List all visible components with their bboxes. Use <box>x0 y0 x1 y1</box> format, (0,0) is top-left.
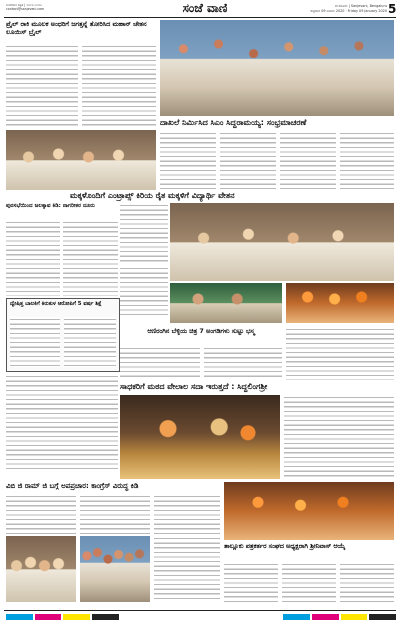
header-date-line-2: ಶುಕ್ರವಾರ 09 ಜನವರಿ 2020 · Friday 09 January 2020 <box>310 8 387 13</box>
yellow-swatch <box>63 614 90 620</box>
article-2-body-col-4 <box>340 131 394 189</box>
left-column-body <box>6 374 118 472</box>
cyan-swatch-2 <box>283 614 310 620</box>
header-line-2: contact@sanjevani.com <box>6 7 45 11</box>
masthead-title: ಸಂಜೆ ವಾಣಿ <box>182 1 228 15</box>
article-7-body <box>284 395 394 479</box>
students-photo <box>170 203 394 281</box>
black-swatch-2 <box>369 614 396 620</box>
award-stage-photo <box>120 395 280 479</box>
article-1-photo <box>6 130 156 190</box>
event-photo <box>286 283 394 323</box>
article-6-body-col-1 <box>120 346 200 380</box>
article-7-headline: ಸಾಧಕರಿಗೆ ಮಠದ ವೇಲಾಲ ಸದಾ ಇರುತ್ತದೆ : ಸಿದ್ದಲಿಂಗಶ್ರೀ <box>120 382 268 391</box>
header-contact <box>6 3 44 11</box>
black-swatch <box>92 614 119 620</box>
article-8-photo-1 <box>6 536 76 602</box>
article-5-body-col-2 <box>64 317 116 367</box>
magenta-swatch-2 <box>312 614 339 620</box>
article-9-body-col-2 <box>282 562 336 602</box>
article-4-headline: ಪುರಸಭೆಯಿಂದ ಜಲಕ್ಕಾವ ಕಿಡಿ: ನಾಗರೀಕರ ದೂರು <box>6 203 95 209</box>
article-1-headline: ಪ್ರೈಲ್ ರಾಕಿ ಮೂಲಕ ಅಂಧರಿಗೆ ಜಗತ್ತನ್ನೆ ತೋರಿಸಿದ ಮಹಾನ್ ಚೇತನ ಲೂಯಿಸ್ ಬ್ರೈಲ್ <box>6 20 147 36</box>
article-5-headline: ದ್ವೇಷಿತ್ತ ಬಾಲಕಿಗೆ ಕಿರುಕುಳ ಆರೋಪಿಗೆ 5 ವರ್ಷ ಶಿಕ್ಷೆ <box>10 301 102 307</box>
ceremony-photo <box>170 283 282 323</box>
article-2-body-col-1 <box>160 131 216 189</box>
article-3-body-col-2 <box>120 266 168 316</box>
article-8-body-col-2 <box>80 494 150 534</box>
article-9-body-col-1 <box>224 562 278 602</box>
footer-rule <box>4 610 396 611</box>
header-rule <box>4 17 396 18</box>
cyan-swatch <box>6 614 33 620</box>
article-8-headline: ವಿಬಿ ಜಿ ರಾಮ್ ಜಿ ಬಗ್ಗೆ ಅಪಪ್ರಚಾರ: ಕಾಂಗ್ರೆಸ್ ವಿರುದ್ಧ ಕಿಡಿ <box>6 482 139 490</box>
article-9-body-col-3 <box>340 562 394 602</box>
article-8-photo-2 <box>80 536 150 602</box>
rally-photo <box>160 20 394 116</box>
magenta-swatch <box>35 614 62 620</box>
article-6-headline: ಆಣಿರಂಗಿನ ಬೆಳ್ಳಿಯ ಚಿತ್ರ 7 ಅಂಗಡಿಗಳು ಸುಟ್ಟು ಭಸ್ಮ <box>147 327 255 335</box>
sidebar-body <box>286 327 394 380</box>
article-2-headline: ದಾಖಲೆ ನಿರ್ಮಿಸಿದ ಸಿಎಂ ಸಿದ್ದರಾಮಯ್ಯ: ಸಂಭ್ರಮಾಚರಣೆ <box>160 118 307 127</box>
article-8-body-col-1 <box>6 494 76 534</box>
article-9-headline: ತಾಲ್ಲೂಕು ಪತ್ರಕರ್ತರ ಸಂಘದ ಅಧ್ಯಕ್ಷರಾಗಿ ಶ್ರೀನಿವಾಸ್ ಆಯ್ಕೆ <box>224 542 346 550</box>
article-8-body-col-4 <box>154 536 220 602</box>
article-2-body-col-3 <box>280 131 336 189</box>
header-date <box>295 4 387 13</box>
article-6-body-col-2 <box>204 346 282 380</box>
article-4-body-col-2 <box>63 220 118 296</box>
article-3-body-col-1 <box>120 203 168 263</box>
article-1-body-col-1 <box>6 44 78 128</box>
article-1-body-col-2 <box>82 44 156 128</box>
article-3-headline: ಮಕ್ಕಳೊಂದಿಗೆ ಎಂಟ್ರಾಪ್ಸ್ ಕಿರಿಯ ರೈತ ಮಕ್ಕಳಿಗೆ ವಿದ್ಯಾರ್ಥಿ ವೇತನ <box>70 191 235 200</box>
header-date-line-1: ಬೆಂಗಳೂರು | Sanjevani, Bengaluru <box>334 4 387 8</box>
strip-spacer <box>121 614 281 620</box>
article-5-body-col-1 <box>10 317 60 367</box>
page-number: 5 <box>388 2 397 16</box>
masthead <box>150 1 260 16</box>
article-5-box <box>6 298 120 372</box>
article-2-body-col-2 <box>220 131 276 189</box>
article-4-body-col-1 <box>6 220 60 296</box>
yellow-swatch-2 <box>341 614 368 620</box>
color-registration-strip <box>6 614 396 620</box>
article-8-body-col-3 <box>154 494 220 534</box>
journalists-photo <box>224 482 394 540</box>
header-line-1: ಸಂಜೆವಾಣಿ ಪತ್ರಿಕೆ | ೦೮೦೮ ೭೦೫೨ <box>6 3 42 7</box>
